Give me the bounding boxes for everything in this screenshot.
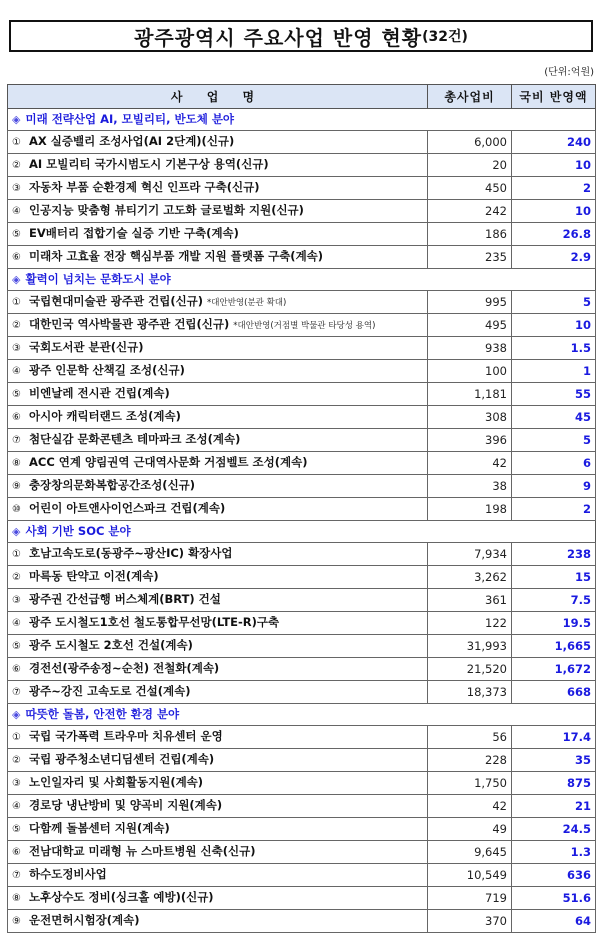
document-title-box [9,20,593,52]
table-row [8,360,596,383]
diamond-bullet-icon: ◈ [12,708,21,722]
national-funding-cell: 1,672 [512,658,596,681]
project-name: 첨단실감 문화콘텐츠 테마파크 조성(계속) [29,432,241,447]
project-name-cell [8,360,428,383]
national-funding-cell: 2.9 [512,246,596,269]
table-row [8,246,596,269]
project-name-cell [8,498,428,521]
national-funding-cell: 636 [512,864,596,887]
project-name: 광주권 간선급행 버스체계(BRT) 건설 [29,592,221,607]
national-funding-cell: 35 [512,749,596,772]
national-funding-cell: 668 [512,681,596,704]
circled-number-icon: ③ [12,343,21,355]
total-cost-cell: 228 [428,749,512,772]
table-row [8,200,596,223]
column-header-project-name: 사 업 명 [8,85,428,109]
project-name-cell [8,864,428,887]
circled-number-icon: ② [12,160,21,172]
project-name-cell [8,223,428,246]
section-header-row [8,109,596,131]
project-name-cell [8,314,428,337]
table-row [8,291,596,314]
total-cost-cell: 7,934 [428,543,512,566]
total-cost-cell: 122 [428,612,512,635]
project-name: 경전선(광주송정~순천) 전철화(계속) [29,661,220,676]
national-funding-cell: 64 [512,910,596,933]
circled-number-icon: ⑦ [12,870,21,882]
table-row [8,154,596,177]
project-name: 광주 도시철도 2호선 건설(계속) [29,638,193,653]
project-name: 충장창의문화복합공간조성(신규) [29,478,196,493]
national-funding-cell: 51.6 [512,887,596,910]
table-row [8,726,596,749]
projects-table [7,84,596,933]
total-cost-cell: 495 [428,314,512,337]
project-name-cell [8,383,428,406]
table-row [8,772,596,795]
table-row [8,337,596,360]
project-name-cell [8,818,428,841]
national-funding-cell: 26.8 [512,223,596,246]
project-name: 미래차 고효율 전장 핵심부품 개발 지원 플랫폼 구축(계속) [29,249,324,264]
total-cost-cell: 186 [428,223,512,246]
total-cost-cell: 370 [428,910,512,933]
section-header-row [8,704,596,726]
national-funding-cell: 875 [512,772,596,795]
total-cost-cell: 1,750 [428,772,512,795]
project-name-cell [8,337,428,360]
project-name-cell [8,406,428,429]
document-title: 광주광역시 주요사업 반영 현황 [134,25,423,50]
project-name-cell [8,726,428,749]
national-funding-cell: 238 [512,543,596,566]
project-name: 인공지능 맞춤형 뷰티기기 고도화 글로벌화 지원(신규) [29,203,304,218]
project-name-cell [8,475,428,498]
total-cost-cell: 38 [428,475,512,498]
total-cost-cell: 361 [428,589,512,612]
circled-number-icon: ⑨ [12,481,21,493]
table-body [8,109,596,933]
total-cost-cell: 6,000 [428,131,512,154]
total-cost-cell: 42 [428,452,512,475]
national-funding-cell: 45 [512,406,596,429]
total-cost-cell: 3,262 [428,566,512,589]
table-row [8,795,596,818]
project-name-cell [8,291,428,314]
project-name: EV배터리 접합기술 실증 기반 구축(계속) [29,226,239,241]
circled-number-icon: ④ [12,366,21,378]
project-name-cell [8,246,428,269]
circled-number-icon: ② [12,572,21,584]
total-cost-cell: 396 [428,429,512,452]
section-title: 사회 기반 SOC 분야 [25,524,131,539]
total-cost-cell: 450 [428,177,512,200]
circled-number-icon: ⑥ [12,252,21,264]
total-cost-cell: 242 [428,200,512,223]
project-name-cell [8,452,428,475]
project-name-cell [8,681,428,704]
national-funding-cell: 19.5 [512,612,596,635]
table-row [8,383,596,406]
project-name: 전남대학교 미래형 뉴 스마트병원 신축(신규) [29,844,256,859]
national-funding-cell: 5 [512,291,596,314]
project-name-cell [8,795,428,818]
national-funding-cell: 1.3 [512,841,596,864]
total-cost-cell: 10,549 [428,864,512,887]
circled-number-icon: ⑦ [12,435,21,447]
circled-number-icon: ⑧ [12,893,21,905]
table-row [8,566,596,589]
circled-number-icon: ⑤ [12,229,21,241]
total-cost-cell: 100 [428,360,512,383]
national-funding-cell: 1 [512,360,596,383]
project-name-cell [8,429,428,452]
project-name-cell [8,772,428,795]
section-header-row [8,269,596,291]
project-name-cell [8,589,428,612]
circled-number-icon: ⑥ [12,847,21,859]
circled-number-icon: ② [12,755,21,767]
total-cost-cell: 31,993 [428,635,512,658]
project-name: 광주~강진 고속도로 건설(계속) [29,684,191,699]
project-name: 자동차 부품 순환경제 혁신 인프라 구축(신규) [29,180,260,195]
table-row [8,910,596,933]
circled-number-icon: ④ [12,618,21,630]
project-name: 대한민국 역사박물관 광주관 건립(신규) [29,317,230,332]
circled-number-icon: ⑤ [12,824,21,836]
total-cost-cell: 21,520 [428,658,512,681]
total-cost-cell: 18,373 [428,681,512,704]
diamond-bullet-icon: ◈ [12,113,21,127]
project-name-cell [8,841,428,864]
circled-number-icon: ① [12,549,21,561]
project-name-cell [8,543,428,566]
column-header-national-funding: 국비 반영액 [512,85,596,109]
project-name-cell [8,566,428,589]
national-funding-cell: 15 [512,566,596,589]
national-funding-cell: 5 [512,429,596,452]
section-title: 따뜻한 돌봄, 안전한 환경 분야 [25,707,180,722]
project-name: 아시아 캐릭터랜드 조성(계속) [29,409,181,424]
table-row [8,864,596,887]
project-name: 노인일자리 및 사회활동지원(계속) [29,775,204,790]
document-title-count: (32건) [422,29,468,45]
circled-number-icon: ② [12,320,21,332]
table-row [8,841,596,864]
project-name-cell [8,177,428,200]
diamond-bullet-icon: ◈ [12,525,21,539]
project-name-cell [8,200,428,223]
table-row [8,635,596,658]
national-funding-cell: 10 [512,154,596,177]
section-title-cell [8,269,596,291]
circled-number-icon: ⑤ [12,641,21,653]
circled-number-icon: ⑨ [12,916,21,928]
section-title: 미래 전략산업 AI, 모빌리티, 반도체 분야 [25,112,235,127]
circled-number-icon: ⑥ [12,664,21,676]
circled-number-icon: ① [12,297,21,309]
project-name: ACC 연계 양림권역 근대역사문화 거점벨트 조성(계속) [29,455,308,470]
total-cost-cell: 9,645 [428,841,512,864]
total-cost-cell: 938 [428,337,512,360]
table-row [8,818,596,841]
total-cost-cell: 1,181 [428,383,512,406]
section-title-cell [8,521,596,543]
circled-number-icon: ① [12,137,21,149]
circled-number-icon: ③ [12,778,21,790]
project-name: 국립 광주청소년디딤센터 건립(계속) [29,752,215,767]
project-name: 호남고속도로(동광주~광산IC) 확장사업 [29,546,233,561]
table-row [8,177,596,200]
national-funding-cell: 6 [512,452,596,475]
table-row [8,589,596,612]
table-row [8,658,596,681]
national-funding-cell: 1.5 [512,337,596,360]
project-name-cell [8,154,428,177]
total-cost-cell: 308 [428,406,512,429]
project-name: 국회도서관 분관(신규) [29,340,144,355]
column-header-total-cost: 총사업비 [428,85,512,109]
circled-number-icon: ⑩ [12,504,21,516]
table-row [8,887,596,910]
project-name-cell [8,131,428,154]
national-funding-cell: 9 [512,475,596,498]
national-funding-cell: 240 [512,131,596,154]
national-funding-cell: 2 [512,177,596,200]
national-funding-cell: 55 [512,383,596,406]
circled-number-icon: ⑦ [12,687,21,699]
circled-number-icon: ⑤ [12,389,21,401]
table-row [8,429,596,452]
national-funding-cell: 10 [512,200,596,223]
project-name: AX 실증밸리 조성사업(AI 2단계)(신규) [29,134,235,149]
table-row [8,498,596,521]
total-cost-cell: 56 [428,726,512,749]
circled-number-icon: ④ [12,801,21,813]
project-name: 광주 인문학 산책길 조성(신규) [29,363,185,378]
project-name-cell [8,887,428,910]
total-cost-cell: 198 [428,498,512,521]
project-name-cell [8,910,428,933]
section-title-cell [8,704,596,726]
project-name: 국립현대미술관 광주관 건립(신규) [29,294,204,309]
national-funding-cell: 17.4 [512,726,596,749]
circled-number-icon: ③ [12,595,21,607]
project-name: 하수도정비사업 [29,867,107,882]
national-funding-cell: 1,665 [512,635,596,658]
total-cost-cell: 995 [428,291,512,314]
project-name: 광주 도시철도1호선 철도통합무선망(LTE-R)구축 [29,615,280,630]
national-funding-cell: 2 [512,498,596,521]
national-funding-cell: 24.5 [512,818,596,841]
section-header-row [8,521,596,543]
project-name: AI 모빌리티 국가시범도시 기본구상 용역(신규) [29,157,269,172]
circled-number-icon: ⑧ [12,458,21,470]
table-row [8,749,596,772]
national-funding-cell: 10 [512,314,596,337]
project-name: 어린이 아트앤사이언스파크 건립(계속) [29,501,226,516]
table-row [8,314,596,337]
project-name-cell [8,635,428,658]
table-row [8,406,596,429]
national-funding-cell: 21 [512,795,596,818]
table-row [8,612,596,635]
project-name: 국립 국가폭력 트라우마 치유센터 운영 [29,729,223,744]
project-note: *대안반영(분관 확대) [207,298,287,309]
table-row [8,452,596,475]
circled-number-icon: ① [12,732,21,744]
circled-number-icon: ④ [12,206,21,218]
project-name: 마륵동 탄약고 이전(계속) [29,569,159,584]
total-cost-cell: 20 [428,154,512,177]
total-cost-cell: 235 [428,246,512,269]
circled-number-icon: ③ [12,183,21,195]
total-cost-cell: 42 [428,795,512,818]
project-name: 노후상수도 정비(싱크홀 예방)(신규) [29,890,214,905]
unit-note: (단위:억원) [544,67,594,78]
project-name-cell [8,612,428,635]
national-funding-cell: 7.5 [512,589,596,612]
project-name: 비엔날레 전시관 건립(계속) [29,386,170,401]
project-name: 운전면허시험장(계속) [29,913,140,928]
project-name-cell [8,749,428,772]
circled-number-icon: ⑥ [12,412,21,424]
total-cost-cell: 49 [428,818,512,841]
section-title-cell [8,109,596,131]
table-row [8,223,596,246]
table-header-row [8,85,596,109]
section-title: 활력이 넘치는 문화도시 분야 [25,272,171,287]
project-note: *대안반영(거점별 박물관 타당성 용역) [233,321,376,332]
total-cost-cell: 719 [428,887,512,910]
table-row [8,131,596,154]
table-row [8,543,596,566]
project-name: 경로당 냉난방비 및 양곡비 지원(계속) [29,798,223,813]
project-name: 다함께 돌봄센터 지원(계속) [29,821,170,836]
project-name-cell [8,658,428,681]
table-row [8,681,596,704]
table-row [8,475,596,498]
diamond-bullet-icon: ◈ [12,273,21,287]
